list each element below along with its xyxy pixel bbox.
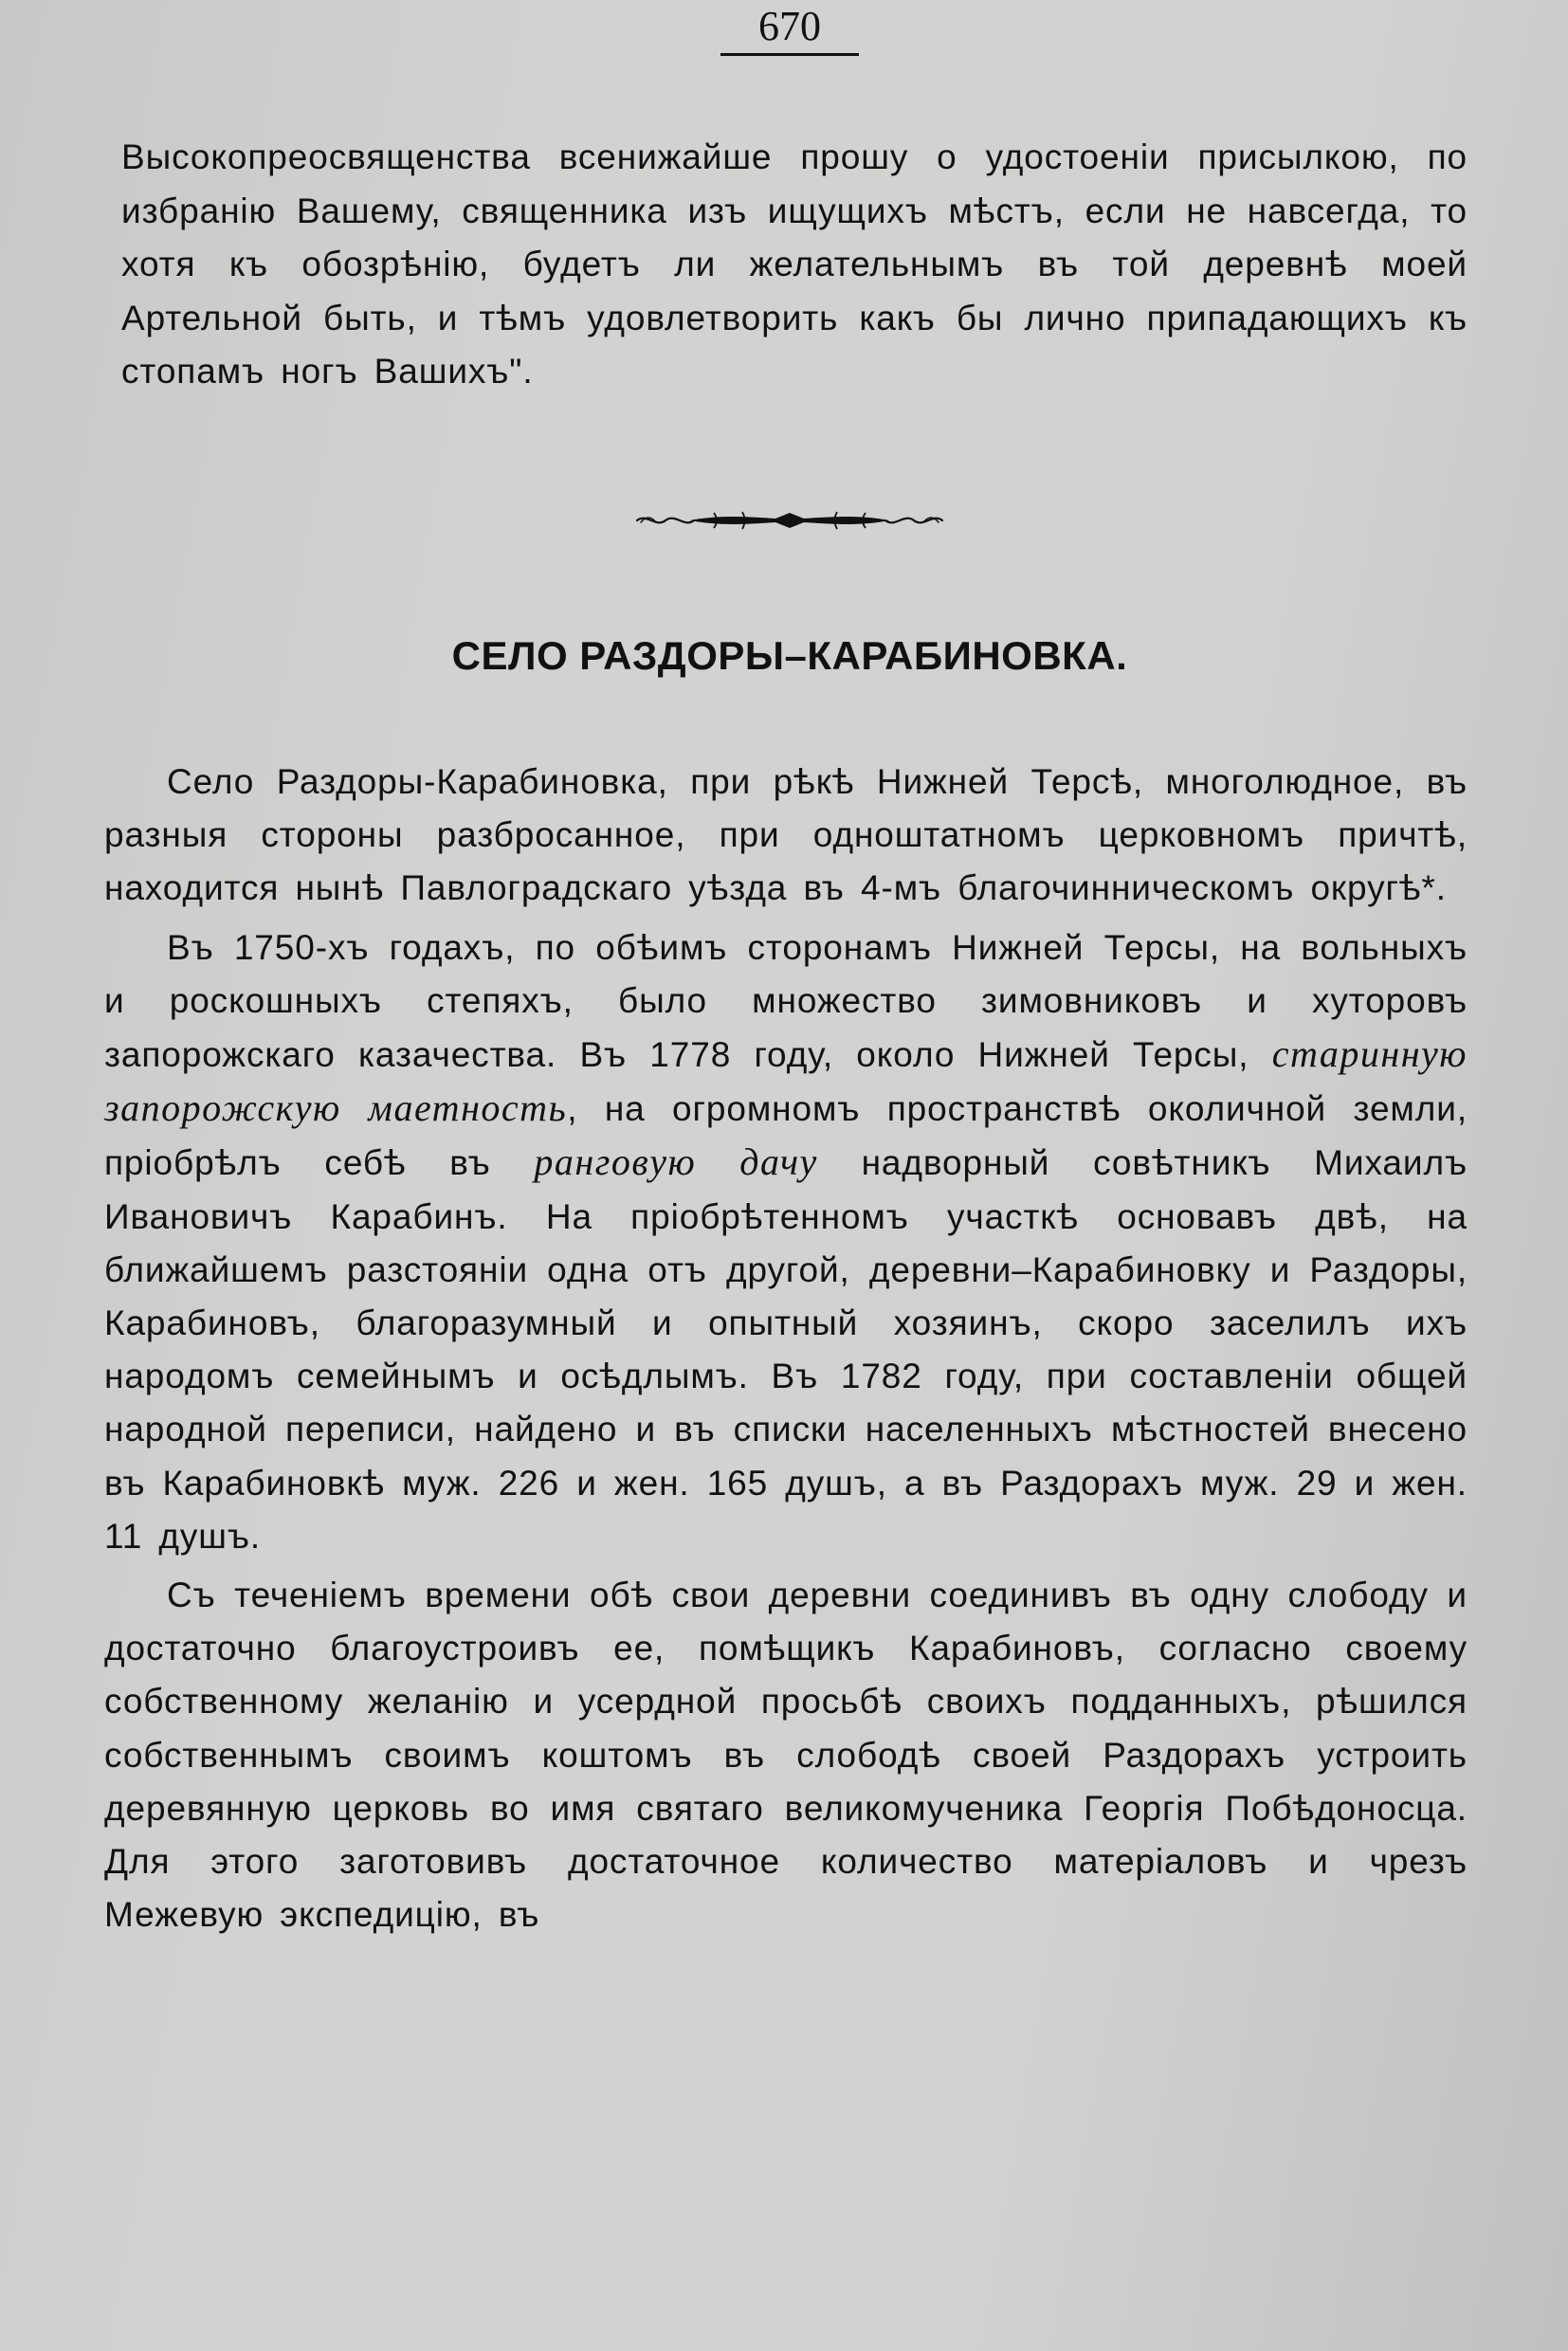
section-body xyxy=(104,756,1468,1947)
paragraph-2-italic-1: старинную запорожскую маетность xyxy=(104,1032,1468,1130)
paragraph-2-part-c: надворный совѣтникъ Михаилъ Ивановичъ Карабинъ. На пріобрѣтенномъ участкѣ основавъ двѣ, на ближайшемъ разстояніи одна отъ другой, деревни–Карабиновку и Раздоры, Карабиновъ, благоразумный и опытный хозяинъ, скоро заселилъ ихъ народомъ семейнымъ и осѣдлымъ. Въ 1782 году, при составленіи общей народной переписи, найдено и въ списки населенныхъ мѣстностей внесено въ Карабиновкѣ муж. 226 и жен. 165 душъ, а въ Раздорахъ муж. 29 и жен. 11 душъ. xyxy=(104,1143,1468,1556)
page-number: 670 xyxy=(720,0,859,56)
paragraph-2-italic-2: ранговую дачу xyxy=(534,1140,818,1184)
section-heading: СЕЛО РАЗДОРЫ–КАРАБИНОВКА. xyxy=(451,633,1128,678)
paragraph-2-part-b: , на огромномъ пространствѣ околичной земли, пріобрѣлъ себѣ въ xyxy=(104,1089,1468,1183)
paragraph-2 xyxy=(104,921,1468,1563)
paragraph-2-part-a: Въ 1750-хъ годахъ, по обѣимъ сторонамъ Нижней Терсы, на вольныхъ и роскошныхъ степяхъ, было множество зимовниковъ и хуторовъ запорожскаго казачества. Въ 1778 году, около Нижней Терсы, xyxy=(104,927,1468,1075)
paragraph-3: Съ теченіемъ времени обѣ свои деревни соединивъ въ одну слободу и достаточно благоустроивъ ее, помѣщикъ Карабиновъ, согласно своему собственному желанію и усердной просьбѣ своихъ подданныхъ, рѣшился собственнымъ своимъ коштомъ въ слободѣ своей Раздорахъ устроить деревянную церковь во имя святаго великомученика Георгія Побѣдоносца. Для этого заготовивъ достаточное количество матеріаловъ и чрезъ Межевую экспедицію, въ xyxy=(104,1576,1468,1935)
ornament-divider-icon xyxy=(633,500,946,538)
page-header xyxy=(0,0,1568,56)
letter-continuation xyxy=(121,131,1468,399)
paragraph-1: Село Раздоры-Карабиновка, при рѣкѣ Нижней Терсѣ, многолюдное, въ разныя стороны разбросанное, при одноштатномъ церковномъ причтѣ, находится нынѣ Павлоградскаго уѣзда въ 4-мъ благочинническомъ округѣ*. xyxy=(104,762,1468,908)
top-paragraph: Высокопреосвященства всенижайше прошу о удостоеніи присылкою, по избранію Вашему, священника изъ ищущихъ мѣстъ, если не навсегда, то хотя къ обозрѣнію, будетъ ли желательнымъ въ той деревнѣ моей Артельной быть, и тѣмъ удовлетворить какъ бы лично припадающихъ къ стопамъ ногъ Вашихъ". xyxy=(121,137,1468,391)
